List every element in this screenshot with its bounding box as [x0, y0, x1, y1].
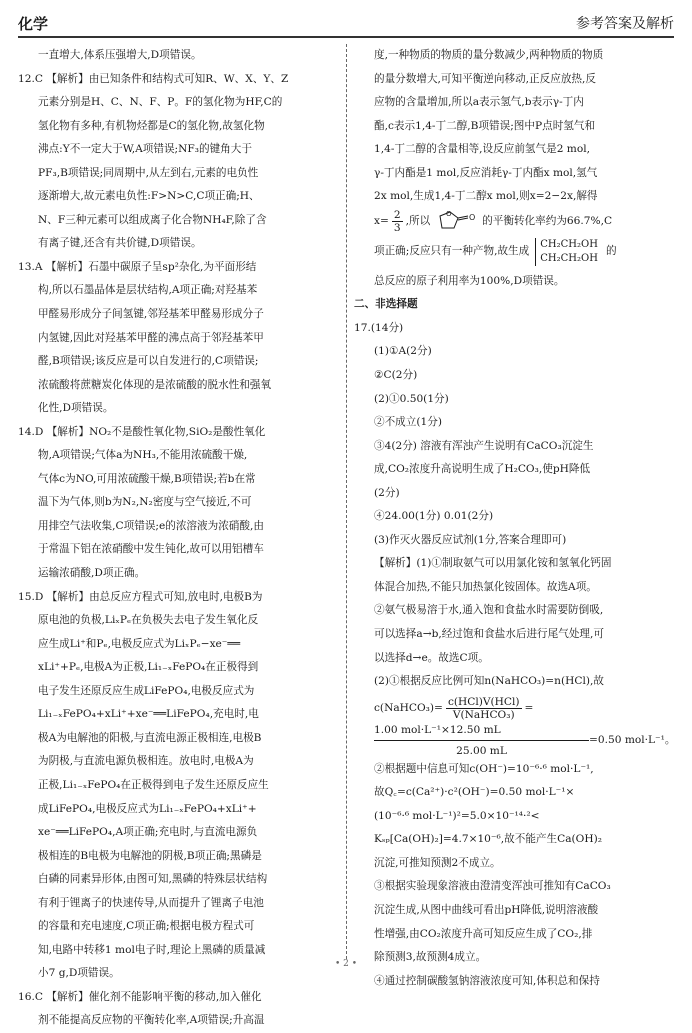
text-line: 16.C 【解析】催化剂不能影响平衡的移动,加入催化 — [18, 990, 262, 1003]
text-line: ③根据实验现象溶液由澄清变浑浊可推知有CaCO₃ — [374, 880, 611, 893]
text-line: 1,4-丁二醇的含量相等,设反应前氢气是2 mol, — [374, 143, 590, 156]
left-column — [18, 44, 340, 1033]
text-line: 12.C 【解析】由已知条件和结构式可知R、W、X、Y、Z — [18, 72, 289, 85]
text-line: 体混合加热,不能只加热氯化铵固体。故选A项。 — [374, 580, 597, 593]
text-line: 物,A项错误;气体a为NH₃,不能用浓硫酸干燥, — [38, 449, 248, 462]
text-line: 有离子键,还含有共价键,D项错误。 — [38, 237, 202, 250]
text-line: xe⁻══LiFePO₄,A项正确;充电时,与直流电源负 — [38, 826, 258, 839]
butanediol-structure — [535, 238, 598, 266]
text-line: 构,所以石墨晶体是层状结构,A项正确;对羟基苯 — [38, 284, 258, 297]
text-line: 小7 g,D项错误。 — [38, 967, 120, 980]
text-line: 电子发生还原反应生成LiFePO₄,电极反应式为 — [38, 684, 255, 697]
text-line: 沸点:Y不一定大于W,A项错误;NF₃的键角大于 — [38, 143, 252, 156]
text-line: ④24.00(1分) 0.01(2分) — [374, 510, 494, 523]
text-line: 内氢键,因此对羟基苯甲醛的沸点高于邻羟基苯甲 — [38, 331, 264, 344]
text-line: xLi⁺+Pₑ,电极A为正极,Li₁₋ₓFePO₄在正极得到 — [38, 661, 259, 674]
section-heading: 二、非选择题 — [354, 298, 418, 311]
text-line: (10⁻⁶·⁶ mol·L⁻¹)²=5.0×10⁻¹⁴·²< — [374, 809, 540, 822]
text-line: 沉淀生成,从图中曲线可看出pH降低,说明溶液酸 — [374, 903, 599, 916]
text-line: N、F三种元素可以组成离子化合物NH₄F,除了含 — [38, 213, 267, 226]
text-line: (3)作灭火器反应试剂(1分,答案合理即可) — [374, 533, 567, 546]
text-line: 一直增大,体系压强增大,D项错误。 — [38, 49, 202, 61]
chem-top: CH₂CH₂OH — [540, 238, 598, 250]
text-line: 以选择d→e。故选C项。 — [374, 651, 489, 664]
text-line: 用排空气法收集,C项错误;e的浓溶液为浓硝酸,由 — [38, 519, 264, 532]
text-line: ④通过控制碳酸氢钠溶液浓度可知,体积总和保持 — [374, 974, 600, 987]
right-column — [354, 44, 676, 993]
text-line: 13.A 【解析】石墨中碳原子呈sp²杂化,为平面形结 — [18, 260, 257, 273]
gamma-butyrolactone-structure-icon — [432, 210, 480, 232]
answer-16-continuation — [354, 44, 676, 209]
text-line: 有利于锂离子的快速传导,从而提升了锂离子电池 — [38, 896, 264, 909]
text-line: 正极,Li₁₋ₓFePO₄在正极得到电子发生还原反应生 — [38, 778, 269, 791]
text-line: 酯,c表示1,4-丁二醇,B项错误;图中P点时氢气和 — [374, 119, 596, 132]
text-line: 度,一种物质的物质的量分数减少,两种物质的物质 — [374, 49, 604, 61]
x-post: 的平衡转化率约为66.7%,C — [482, 214, 613, 227]
text-line: ②氨气极易溶于水,通入饱和食盐水时需要防倒吸, — [374, 604, 604, 617]
text-line: 性增强,由CO₂浓度升高可知反应生成了CO₂,排 — [374, 927, 593, 940]
formula1-num: c(HCl)V(HCl) — [447, 696, 520, 709]
text-line: 可以选择a→b,经过饱和食盐水后进行尾气处理,可 — [374, 628, 604, 641]
product-pre: 项正确;反应只有一种产物,故生成 — [374, 245, 530, 258]
question-17 — [354, 317, 676, 694]
text-line: 原电池的负极,LiₓPₑ在负极失去电子发生氧化反 — [38, 614, 259, 627]
text-line: 15.D 【解析】由总反应方程式可知,放电时,电极B为 — [18, 590, 263, 603]
text-line: ③4(2分) 溶液有浑浊产生说明有CaCO₃沉淀生 — [374, 439, 594, 452]
text-line: 极A为电解池的阳极,与直流电源正极相连,电极B — [38, 731, 262, 744]
text-line: 2x mol,生成1,4-丁二醇x mol,则x=2−2x,解得 — [374, 190, 598, 203]
x-frac-den: 3 — [393, 221, 401, 234]
text-line: (2)①0.50(1分) — [374, 392, 449, 405]
text-line: 元素分别是H、C、N、F、P。F的氢化物为HF,C的 — [38, 96, 283, 109]
formula1-fraction — [446, 696, 522, 721]
text-line: ②C(2分) — [374, 369, 418, 382]
text-line: 气体c为NO,可用浓硫酸干燥,B项错误;若b在常 — [38, 472, 256, 485]
x-eq: x= — [374, 214, 389, 227]
text-line: 【解析】(1)①制取氨气可以用氯化铵和氢氧化钙固 — [374, 557, 612, 570]
answer-17-analysis — [354, 758, 676, 993]
conversion-line — [354, 209, 676, 234]
subject-label: 化学 — [18, 14, 49, 33]
text-line: 逐渐增大,故元素电负性:F>N>C,C项正确;H、 — [38, 190, 260, 203]
text-line: 极相连的B电极为电解池的阴极,B项正确;黑磷是 — [38, 849, 262, 862]
text-line: 成LiFePO₄,电极反应式为Li₁₋ₓFePO₄+xLi⁺+ — [38, 802, 257, 815]
text-line: 14.D 【解析】NO₂不是酸性氧化物,SiO₂是酸性氧化 — [18, 425, 266, 438]
svg-text:O: O — [469, 213, 476, 223]
chem-bottom: CH₂CH₂OH — [540, 252, 598, 264]
text-line: 知,电路中转移1 mol电子时,理论上黑磷的质量减 — [38, 943, 266, 956]
text-line: 总反应的原子利用率为100%,D项错误。 — [374, 274, 565, 287]
text-line: (1)①A(2分) — [374, 345, 432, 358]
formula1-den: V(NaHCO₃) — [452, 709, 515, 722]
text-line: 温下为气体,则b为N₂,N₂密度与空气接近,不可 — [38, 496, 252, 509]
text-line: 为阴极,与直流电源负极相连。放电时,电极A为 — [38, 755, 254, 768]
formula1-pre: c(NaHCO₃)= — [374, 701, 443, 714]
text-line: 氢化物有多种,有机物烃都是C的氢化物,故氢化物 — [38, 119, 265, 132]
header-title: 参考答案及解析 — [576, 16, 674, 32]
product-post: 的 — [605, 245, 617, 258]
x-fraction — [392, 209, 403, 234]
text-line: γ-丁内酯是1 mol,反应消耗γ-丁内酯x mol,氢气 — [374, 166, 598, 179]
text-line: (2分) — [374, 486, 400, 499]
formula2-den: 25.00 mL — [456, 745, 507, 758]
text-line: 应物的含量增加,所以a表示氢气,b表示γ-丁内 — [374, 96, 584, 109]
text-line: (2)①根据反应比例可知n(NaHCO₃)=n(HCl),故 — [374, 675, 604, 688]
svg-text:O: O — [446, 210, 452, 219]
text-line: 浓硫酸将蔗糖炭化体现的是浓硫酸的脱水性和强氧 — [38, 378, 272, 391]
text-line: 白磷的同素异形体,由图可知,黑磷的特殊层状结构 — [38, 873, 268, 886]
text-line: Kₛₚ[Ca(OH)₂]=4.7×10⁻⁶,故不能产生Ca(OH)₂ — [374, 833, 602, 846]
text-line: 甲醛易形成分子间氢键,邻羟基苯甲醛易形成分子 — [38, 308, 264, 321]
text-line: 应生成Li⁺和Pₑ,电极反应式为LiₓPₑ−xe⁻══ — [38, 637, 241, 650]
text-line: 成,CO₂浓度升高说明生成了H₂CO₃,使pH降低 — [374, 463, 591, 476]
formula2-fraction — [374, 722, 589, 759]
text-line: 于常温下铝在浓硝酸中发生钝化,故可以用铝槽车 — [38, 543, 264, 556]
text-line: 的量分数增大,可知平衡逆向移动,正反应放热,反 — [374, 72, 596, 85]
text-line: 的容量和充电速度,C项正确;根据电极方程式可 — [38, 920, 255, 933]
page-number: • 2 • — [334, 959, 358, 969]
text-line: 故Q꜀=c(Ca²⁺)·c²(OH⁻)=0.50 mol·L⁻¹× — [374, 786, 575, 799]
text-line: 剂不能提高反应物的平衡转化率,A项错误;升高温 — [38, 1014, 265, 1027]
formula-1 — [354, 694, 676, 724]
text-line: 醛,B项错误;该反应是可以自发进行的,C项错误; — [38, 355, 259, 368]
text-line: PF₃,B项错误;同周期中,从左到右,元素的电负性 — [38, 166, 259, 179]
formula-2 — [354, 724, 676, 758]
text-line: 除预测3,故预测4成立。 — [374, 951, 487, 964]
text-line: 沉淀,可推知预测2不成立。 — [374, 856, 501, 869]
formula2-post: =0.50 mol·L⁻¹。 — [589, 733, 676, 746]
answer-16-end — [354, 270, 676, 294]
text-line: ②不成立(1分) — [374, 416, 442, 429]
product-line — [354, 234, 676, 270]
text-line: 17.(14分) — [354, 321, 404, 334]
text-line: 化性,D项错误。 — [38, 402, 114, 415]
text-line: Li₁₋ₓFePO₄+xLi⁺+xe⁻══LiFePO₄,充电时,电 — [38, 708, 259, 721]
page-header — [18, 10, 674, 38]
text-line: 运输浓硝酸,D项正确。 — [38, 567, 146, 580]
text-line: ②根据题中信息可知c(OH⁻)=10⁻⁶·⁶ mol·L⁻¹, — [374, 762, 594, 775]
x-frac-num: 2 — [393, 208, 401, 221]
column-divider — [346, 44, 347, 959]
formula2-num: 1.00 mol·L⁻¹×12.50 mL — [374, 722, 589, 741]
x-mid: ,所以 — [405, 214, 431, 227]
formula1-post: = — [524, 701, 534, 714]
